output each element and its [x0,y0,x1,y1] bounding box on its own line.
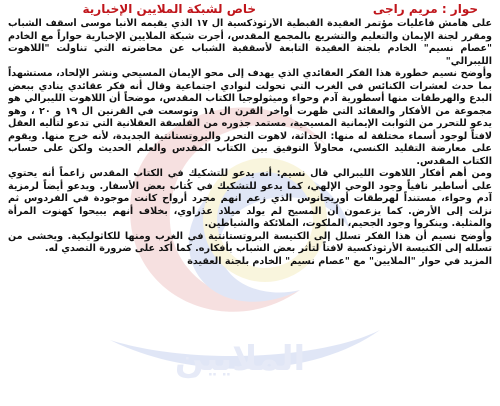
exclusive-label: خاص لشبكة الملايين الإخبارية [82,2,256,16]
paragraph-more-link: المزيد في حوار "الملايين" مع "عصام نسيم" الخادم بلجنة العقيدة [187,255,492,267]
article-body [8,18,492,404]
author-byline: حوار : مريم راجى [372,2,478,16]
paragraph-liberal-theology: وأوضح نسيم خطورة هذا الفكر العقائدي الذي يهدف إلى محو الإيمان المسيحي ونشر الإلحاد، مستشهداً بما حدث لعشرات الكنائس في الغرب التي تحولت لنوادي اجتماعية وقال أنه فكر عقائدي ينادي ببعض البدع والهرطقات منها أسطورية آدم وحواء وميثولوجيا الكتاب المقدس، موضحاً أن اللاهوت الليبرالي هو مجموعة من الأفكار والعقائد التي ظهرت أواخر القرن ال ١٨ وتوسعت في القرنين ال ١٩ و ٢٠ ، وهو يدعو للتحرر من الثوابت الإيمانية المسيحية، مستمد جذوره من الفلسفة العقلانية التي تدعو لتأليه العقل لافتاً لوجود أسماء مختلفة له منها: الحداثة، لاهوت التحرر والبروتستانتية الجديدة، لأنه خرج منها. ويقوم على معارضة التقليد الكنسي، محاولاً التوفيق بين الكتاب المقدس والعلم الحديث ولكن على حساب الكتاب المقدس. [8,68,492,167]
paragraph-spread-warning: وأوضح نسيم أن هذا الفكر تسلل إلى الكنيسة البروتستانتية في الغرب ومنها للكاثوليكية. ويخشى من تسلله إلى الكنيسة الأرثوذكسية لافتاً لتأثر بعض الشباب بأفكاره. كما أكد على ضرورة التصدي له. [8,230,492,254]
paragraph-key-ideas: ومن أهم أفكار اللاهوت الليبرالي قال نسيم: أنه يدعو للتشكيك في الكتاب المقدس زاعماً أنه يحتوي على أساطير نافياً وجود الوحي الإلهي، كما يدعو للتشكيك في كُتاب بعض الأسفار. ويدعو أيضاً لرمزية آدم وحواء، مستنداً لهرطقات أوريجانوس الذي زعم انهم مجرد أرواح كانت موجودة في الفردوس ثم نزلت إلى الأرض. كما يزعمون أن المسيح لم يولد ميلاد عذراوي، بخلاف أنهم يبيحوا كهنوت المرأة والمثلية. وينكروا وجود الجحيم، الملكوت، الملائكة والشياطين. [8,168,492,229]
logo-text: الملايين [174,339,306,379]
paragraph-intro: على هامش فاعليات مؤتمر العقيدة القبطية الأرثوذكسية ال ١٧ الذي يقيمه الأنبا موسى أسقف الشباب ومقرر لجنة الإيمان والتعليم والتشريع بالمجمع المقدس، أجرت شبكة الملايين الإخبارية حواراً مع الخادم "عصام نسيم" الخادم بلجنة العقيدة التابعة لأسقفية الشباب عن محاضرته التي تناولت "اللاهوت الليبرالي" [8,18,492,67]
article-header [8,2,492,18]
